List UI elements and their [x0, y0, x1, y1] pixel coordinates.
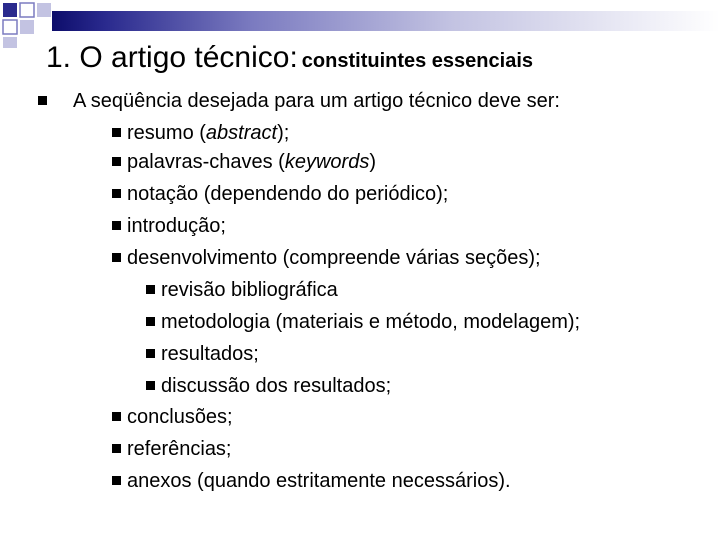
square-bullet-icon: [112, 221, 121, 230]
square-bullet-icon: [146, 381, 155, 390]
intro-bullet: [38, 88, 560, 114]
list-item: notação (dependendo do periódico);: [112, 181, 448, 207]
list-item: desenvolvimento (compreende várias seções);: [112, 245, 541, 271]
title-accent-bar: [52, 11, 720, 31]
list-item: resultados;: [146, 341, 259, 367]
list-item: metodologia (materiais e método, modelagem);: [146, 309, 580, 335]
list-item: discussão dos resultados;: [146, 373, 391, 399]
square-bullet-icon: [38, 96, 47, 105]
list-item: palavras-chaves (keywords): [112, 149, 376, 175]
square-bullet-icon: [146, 349, 155, 358]
list-item: revisão bibliográfica: [146, 277, 338, 303]
square-bullet-icon: [112, 444, 121, 453]
square-bullet-icon: [112, 476, 121, 485]
square-bullet-icon: [112, 189, 121, 198]
square-bullet-icon: [112, 157, 121, 166]
square-bullet-icon: [146, 285, 155, 294]
list-item: referências;: [112, 436, 232, 462]
list-item: resumo (abstract);: [112, 120, 289, 146]
list-item: anexos (quando estritamente necessários).: [112, 468, 511, 494]
title-subtitle: constituintes essenciais: [301, 50, 533, 72]
intro-text: A seqüência desejada para um artigo técnico deve ser:: [73, 90, 560, 112]
list-item: conclusões;: [112, 404, 233, 430]
title-main: 1. O artigo técnico:: [46, 41, 298, 74]
square-bullet-icon: [112, 128, 121, 137]
list-item: introdução;: [112, 213, 226, 239]
square-bullet-icon: [112, 253, 121, 262]
slide-title: [46, 38, 533, 81]
square-bullet-icon: [112, 412, 121, 421]
square-bullet-icon: [146, 317, 155, 326]
